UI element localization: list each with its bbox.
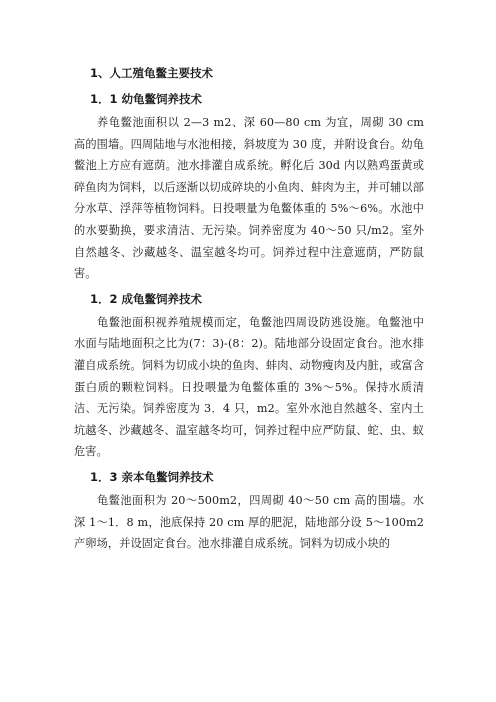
section-paragraph: 龟鳖池面积为 20～500m2，四周砌 40～50 cm 高的围墙。水深 1～1．8 m，池底保持 20 cm 厚的肥泥，陆地部分设 5～100m2 产卵场，并设固定食台。池水排灌自成系统。饲料为切成小块的 xyxy=(74,493,424,551)
section-heading: 1．2 成龟鳖饲养技术 xyxy=(90,291,203,306)
main-heading: 1、人工殖龟鳖主要技术 xyxy=(90,66,214,80)
section-paragraph: 龟鳖池面积视养殖规模而定，龟鳖池四周设防逃设施。龟鳖池中水面与陆地面积之比为(7：3)-(8：2)。陆地部分设固定食台。池水排灌自成系统。饲料为切成小块的鱼肉、蚌肉、动物瘦肉及内脏，或富含蛋白质的颗粒饲料。日投喂量为龟鳖体重的 3%～5%。保持水质清洁、无污染。饲养密度为 3．4 只，m2。室外水池自然越冬、室内土坑越冬、沙藏越冬、温室越冬均可，饲养过程中应严防鼠、蛇、虫、蚁危害。 xyxy=(74,315,424,459)
section-heading: 1．3 亲本龟鳖饲养技术 xyxy=(90,469,214,484)
section-paragraph: 养龟鳖池面积以 2—3 m2、深 60—80 cm 为宜，周砌 30 cm 高的围墙。四周陆地与水池相接，斜坡度为 30 度，并附设食台。幼龟鳖池上方应有遮荫。池水排灌自成系统。孵化后 30d 内以熟鸡蛋黄或碎鱼肉为饲料，以后逐渐以切成碎块的小鱼肉、蚌肉为主，并可辅以部分水草、浮萍等植物饲料。日投喂量为龟鳖体重的 5%～6%。水池中的水要勤换，要求清洁、无污染。饲养密度为 40～50 只/m2。室外自然越冬、沙藏越冬、温室越冬均可。饲养过程中注意遮荫，严防鼠害。 xyxy=(74,116,424,281)
document-body xyxy=(74,62,424,558)
section-heading: 1．1 幼龟鳖饲养技术 xyxy=(90,92,203,106)
